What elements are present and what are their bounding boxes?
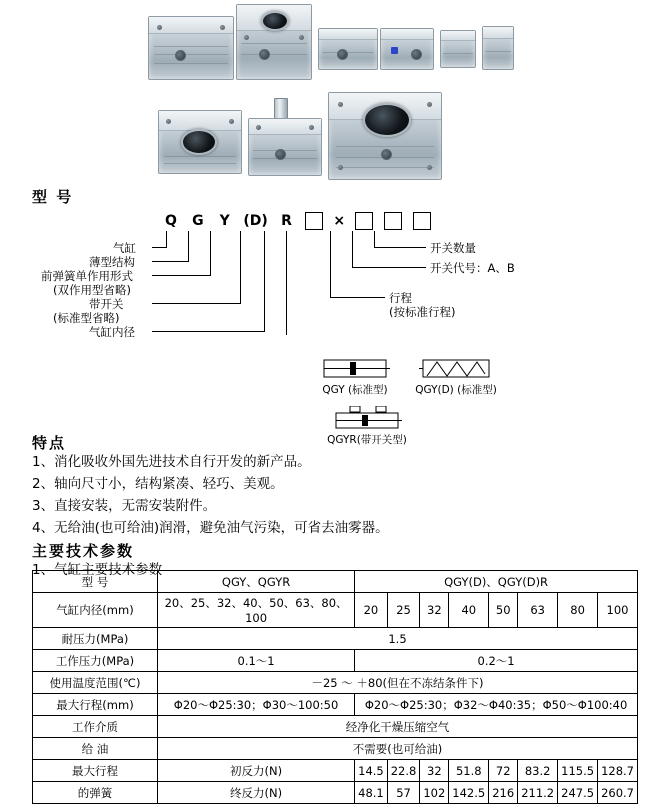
cell-max-stroke-right: Φ20～Φ25:30；Φ32～Φ40:35；Φ50～Φ100:40	[355, 694, 638, 716]
specs-subheading: 1、气缸主要技术参数	[32, 562, 163, 578]
product-photo-9	[328, 92, 440, 178]
symbol-qgyd	[404, 356, 508, 397]
code-box-switch-type	[384, 212, 402, 230]
cell-label-final-force: 终反力(N)	[158, 782, 355, 804]
table-row-bore	[33, 593, 638, 628]
cell-label-working-pressure: 工作压力(MPa)	[33, 650, 158, 672]
cell-label-initial-force: 初反力(N)	[158, 760, 355, 782]
symbol-qgyd-label: QGY(D) (标准型)	[415, 384, 497, 396]
cell-final-100: 260.7	[598, 782, 638, 804]
leadline-h-r1	[374, 247, 426, 248]
table-row-model	[33, 571, 638, 593]
leadline-v-2	[188, 231, 189, 261]
symbol-qgy-label: QGY (标准型)	[322, 384, 388, 396]
cell-bore-50: 50	[489, 593, 518, 628]
code-times-symbol: ×	[333, 213, 346, 229]
model-label-cylinder: 气缸	[113, 241, 136, 255]
feature-item-4: 4、无给油(也可给油)润滑，避免油气污染，可省去油雾器。	[32, 520, 389, 536]
code-box-stroke	[355, 212, 373, 230]
cell-group-left: QGY、QGYR	[158, 571, 355, 593]
cell-initial-20: 14.5	[355, 760, 388, 782]
cell-bore-32: 32	[420, 593, 449, 628]
cell-bore-63: 63	[518, 593, 558, 628]
cell-final-50: 216	[489, 782, 518, 804]
cell-initial-32: 32	[420, 760, 449, 782]
cell-working-pressure-right: 0.2～1	[355, 650, 638, 672]
product-photo-1	[148, 16, 232, 78]
table-row-temperature	[33, 672, 638, 694]
cell-label-temperature: 使用温度范围(℃)	[33, 672, 158, 694]
model-heading: 型 号	[32, 188, 74, 206]
cell-bore-25: 25	[387, 593, 420, 628]
spec-table	[32, 570, 638, 804]
leadline-h-2	[152, 261, 189, 262]
code-box-bore	[305, 212, 323, 230]
symbol-qgy	[310, 356, 400, 397]
cell-max-stroke-left: Φ20～Φ25:30；Φ30～100:50	[158, 694, 355, 716]
symbol-qgyr-label: QGYR(带开关型)	[327, 434, 407, 446]
leadline-h-5	[152, 331, 265, 332]
cell-final-63: 211.2	[518, 782, 558, 804]
cell-bore-20: 20	[355, 593, 388, 628]
table-row-proof-pressure	[33, 628, 638, 650]
cell-label-bore: 气缸内径(mm)	[33, 593, 158, 628]
product-photo-strip	[0, 0, 670, 190]
code-letter-q: Q	[165, 213, 177, 229]
product-photo-6	[482, 26, 512, 68]
table-row-initial-force	[33, 760, 638, 782]
cell-bore-left: 20、25、32、40、50、63、80、100	[158, 593, 355, 628]
cell-label-spring-1: 最大行程	[33, 760, 158, 782]
code-letter-y: Y	[219, 213, 230, 229]
leadline-v-5	[264, 231, 265, 331]
cell-medium-value: 经净化干燥压缩空气	[158, 716, 638, 738]
model-label-thin-structure: 薄型结构	[89, 255, 135, 269]
cell-lubrication-value: 不需要(也可给油)	[158, 738, 638, 760]
cell-working-pressure-left: 0.1～1	[158, 650, 355, 672]
leadline-h-1	[152, 247, 167, 248]
leadline-h-3	[152, 275, 211, 276]
cell-initial-80: 115.5	[558, 760, 598, 782]
cell-label-model: 型 号	[33, 571, 158, 593]
cell-final-25: 57	[387, 782, 420, 804]
cell-final-32: 102	[420, 782, 449, 804]
model-code-row	[160, 212, 434, 230]
cell-label-max-stroke: 最大行程(mm)	[33, 694, 158, 716]
leadline-v-3	[210, 231, 211, 275]
specs-heading: 主要技术参数	[32, 542, 135, 560]
features-heading: 特点	[32, 434, 67, 452]
cell-initial-63: 83.2	[518, 760, 558, 782]
table-row-medium	[33, 716, 638, 738]
leadline-v-switchqty	[374, 231, 375, 247]
feature-item-1: 1、消化吸收外国先进技术自行开发的新产品。	[32, 454, 311, 470]
code-letter-d: (D)	[243, 213, 268, 229]
model-label-stroke: 行程	[389, 291, 412, 305]
product-photo-4	[380, 28, 432, 68]
model-label-switch-code: 开关代号：A、B	[430, 261, 515, 275]
cell-final-40: 142.5	[449, 782, 489, 804]
cell-initial-40: 51.8	[449, 760, 489, 782]
model-label-standard-omitted: (标准型省略)	[53, 311, 120, 325]
code-box-switch-qty	[413, 212, 431, 230]
cell-final-20: 48.1	[355, 782, 388, 804]
model-label-switch-qty: 开关数量	[430, 241, 476, 255]
leadline-h-r2	[352, 267, 426, 268]
leadline-v-stroke	[330, 231, 331, 297]
cell-bore-40: 40	[449, 593, 489, 628]
code-letter-r: R	[281, 213, 292, 229]
product-photo-2	[236, 4, 310, 78]
table-row-working-pressure	[33, 650, 638, 672]
cell-bore-80: 80	[558, 593, 598, 628]
leadline-v-switchtype	[352, 231, 353, 267]
cell-temperature-value: －25 ～ ＋80(但在不冻结条件下)	[158, 672, 638, 694]
symbol-qgy-icon	[320, 356, 390, 382]
cell-initial-100: 128.7	[598, 760, 638, 782]
model-label-stroke-note: (按标准行程)	[389, 305, 456, 319]
code-letter-g: G	[192, 213, 204, 229]
model-label-with-switch: 带开关	[89, 297, 124, 311]
cell-initial-50: 72	[489, 760, 518, 782]
cell-final-80: 247.5	[558, 782, 598, 804]
cell-proof-pressure-value: 1.5	[158, 628, 638, 650]
symbol-qgyr-icon	[332, 406, 402, 432]
symbol-qgyr	[312, 406, 422, 447]
model-label-double-acting-omitted: (双作用型省略)	[53, 283, 131, 297]
product-photo-3	[318, 28, 376, 68]
model-label-bore: 气缸内径	[89, 325, 135, 339]
leadline-v-1	[166, 231, 167, 247]
cell-bore-100: 100	[598, 593, 638, 628]
feature-item-2: 2、轴向尺寸小，结构紧凑、轻巧、美观。	[32, 476, 284, 492]
product-photo-7	[158, 110, 240, 172]
cell-label-proof-pressure: 耐压力(MPa)	[33, 628, 158, 650]
cell-group-right: QGY(D)、QGY(D)R	[355, 571, 638, 593]
leadline-v-4	[240, 231, 241, 303]
cell-initial-25: 22.8	[387, 760, 420, 782]
product-photo-5	[440, 30, 474, 66]
cell-label-medium: 工作介质	[33, 716, 158, 738]
model-label-front-spring: 前弹簧单作用形式	[41, 269, 133, 283]
table-row-lubrication	[33, 738, 638, 760]
cell-label-spring-2: 的弹簧	[33, 782, 158, 804]
leadline-h-r3	[330, 297, 385, 298]
product-photo-8	[248, 98, 320, 174]
leadline-v-bore	[286, 231, 287, 335]
table-row-final-force	[33, 782, 638, 804]
leadline-h-4	[152, 303, 241, 304]
cell-label-lubrication: 给 油	[33, 738, 158, 760]
feature-item-3: 3、直接安装，无需安装附件。	[32, 498, 217, 514]
table-row-max-stroke	[33, 694, 638, 716]
symbol-qgyd-icon	[419, 356, 493, 382]
